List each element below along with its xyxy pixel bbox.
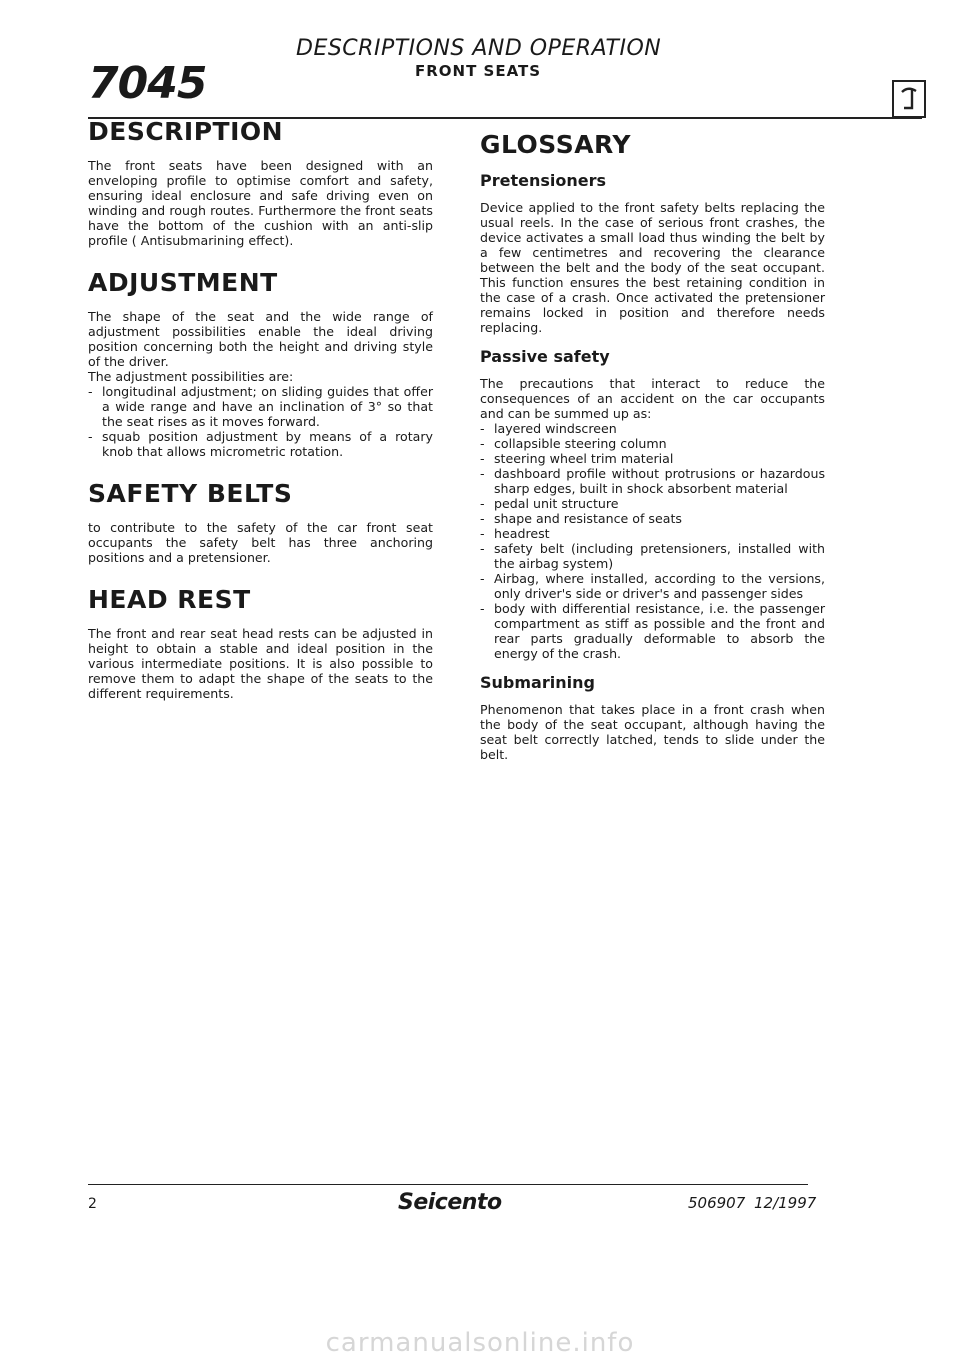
- subsection-title: FRONT SEATS: [415, 62, 542, 80]
- description-section: [88, 117, 433, 248]
- adjustment-text: The shape of the seat and the wide range of adjustment possibilities enable the ideal driving position concerning both the height and driving style of the driver.: [88, 309, 433, 369]
- adjustment-heading: ADJUSTMENT: [88, 268, 278, 297]
- head-rest-section: [88, 585, 433, 701]
- passive-safety-title: Passive safety: [480, 347, 610, 366]
- submarining-entry: [480, 673, 825, 762]
- list-item: - dashboard profile without protrusions or hazardous sharp edges, built in shock absorbent material: [480, 466, 825, 496]
- glossary-heading: GLOSSARY: [480, 130, 632, 159]
- document-number: 506907: [688, 1194, 746, 1212]
- document-date: 12/1997: [754, 1194, 817, 1212]
- list-item: - squab position adjustment by means of a rotary knob that allows micrometric rotation.: [88, 429, 433, 459]
- section-title: DESCRIPTIONS AND OPERATION: [296, 36, 662, 61]
- list-item: - pedal unit structure: [480, 496, 825, 511]
- safety-belts-heading: SAFETY BELTS: [88, 479, 293, 508]
- adjustment-intro: The adjustment possibilities are:: [88, 369, 294, 384]
- list-item: - Airbag, where installed, according to the versions, only driver's side or driver's and passenger sides: [480, 571, 825, 601]
- pretensioners-text: Device applied to the front safety belts replacing the usual reels. In the case of serious front crashes, the device activates a small load thus winding the belt by a few centimetres and recovering the clearance between the belt and the body of the seat occupant. This function ensures the best retaining condition in the case of a crash. Once activated the pretensioner remains locked in position and therefore needs replacing.: [480, 200, 825, 335]
- pretensioners-entry: [480, 171, 825, 335]
- submarining-text: Phenomenon that takes place in a front crash when the body of the seat occupant, although having the seat belt correctly latched, tends to slide under the belt.: [480, 702, 825, 762]
- adjustment-section: [88, 268, 433, 459]
- list-item: - collapsible steering column: [480, 436, 825, 451]
- list-item: - safety belt (including pretensioners, installed with the airbag system): [480, 541, 825, 571]
- page-number: 2: [88, 1196, 97, 1212]
- head-rest-heading: HEAD REST: [88, 585, 251, 614]
- glossary-column: [480, 130, 825, 774]
- submarining-title: Submarining: [480, 673, 595, 692]
- watermark: carmanualsonline.info: [325, 1328, 635, 1358]
- brand-logo: Seicento: [398, 1190, 502, 1215]
- list-item: - longitudinal adjustment; on sliding guides that offer a wide range and have an inclination of 3° so that the seat rises as it moves forward.: [88, 384, 433, 429]
- list-item: - layered windscreen: [480, 421, 825, 436]
- adjustment-list: [88, 384, 433, 459]
- description-heading: DESCRIPTION: [88, 117, 284, 146]
- list-item: - shape and resistance of seats: [480, 511, 825, 526]
- passive-safety-text: The precautions that interact to reduce the consequences of an accident on the car occupants and can be summed up as:: [480, 376, 825, 421]
- list-item: - body with differential resistance, i.e. the passenger compartment as stiff as possible and the front and rear parts gradually deformable to absorb the energy of the crash.: [480, 601, 825, 661]
- safety-belts-section: [88, 479, 433, 565]
- passive-safety-list: [480, 421, 825, 661]
- footer-rule: [88, 1184, 808, 1185]
- description-text: The front seats have been designed with an enveloping profile to optimise comfort and safety, ensuring ideal enclosure and safe driving even on winding and rough routes. Furthermore the front seats have the bottom of the cushion with an anti-slip profile ( Antisubmarining effect).: [88, 158, 433, 248]
- left-column: [88, 117, 433, 721]
- seat-recline-icon: [892, 80, 926, 118]
- passive-safety-entry: [480, 347, 825, 661]
- list-item: - steering wheel trim material: [480, 451, 825, 466]
- list-item: - headrest: [480, 526, 825, 541]
- manual-code: 7045: [88, 58, 207, 109]
- safety-belts-text: to contribute to the safety of the car front seat occupants the safety belt has three anchoring positions and a pretensioner.: [88, 520, 433, 565]
- head-rest-text: The front and rear seat head rests can be adjusted in height to obtain a stable and ideal position in the various intermediate positions. It is also possible to remove them to adapt the shape of the seats to the different requirements.: [88, 626, 433, 701]
- pretensioners-title: Pretensioners: [480, 171, 607, 190]
